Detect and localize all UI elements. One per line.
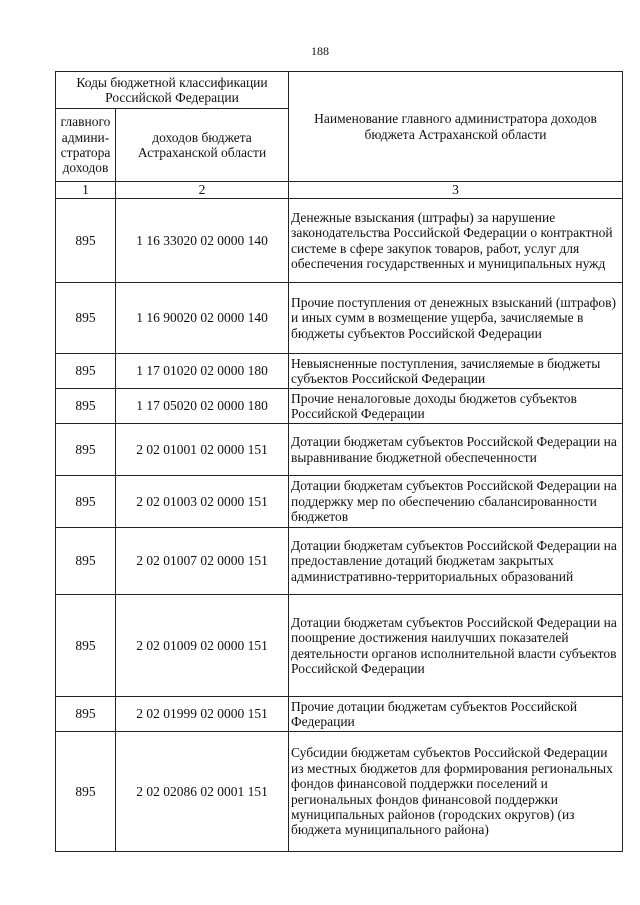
budget-code-cell: 1 17 01020 02 0000 180 bbox=[116, 354, 289, 389]
table-row bbox=[56, 424, 623, 476]
page-number: 188 bbox=[311, 44, 329, 58]
admin-code-cell: 895 bbox=[56, 389, 116, 424]
administrator-name-cell: Прочие дотации бюджетам субъектов Российской Федерации bbox=[289, 697, 623, 732]
budget-code-cell: 2 02 01009 02 0000 151 bbox=[116, 595, 289, 697]
admin-code-cell: 895 bbox=[56, 199, 116, 283]
budget-code-cell: 2 02 01003 02 0000 151 bbox=[116, 476, 289, 528]
administrator-name-cell: Денежные взыскания (штрафы) за нарушение законодательства Российской Федерации о контрактной системе в сфере закупок товаров, работ, услуг для обеспечения государственных и муниципальных нужд bbox=[289, 199, 623, 283]
budget-code-cell: 1 17 05020 02 0000 180 bbox=[116, 389, 289, 424]
table-row bbox=[56, 199, 623, 283]
administrator-name-cell: Дотации бюджетам субъектов Российской Федерации на поощрение достижения наилучших показателей деятельности органов исполнительной власти субъектов Российской Федерации bbox=[289, 595, 623, 697]
table-row bbox=[56, 528, 623, 595]
column-number-1: 1 bbox=[56, 182, 116, 199]
administrator-name-cell: Невыясненные поступления, зачисляемые в бюджеты субъектов Российской Федерации bbox=[289, 354, 623, 389]
income-column-header: доходов бюджета Астраханской области bbox=[116, 109, 289, 182]
table-row bbox=[56, 732, 623, 852]
admin-code-cell: 895 bbox=[56, 283, 116, 354]
admin-code-cell: 895 bbox=[56, 354, 116, 389]
column-number-2: 2 bbox=[116, 182, 289, 199]
header-row-numbers bbox=[56, 182, 623, 199]
administrator-name-cell: Прочие неналоговые доходы бюджетов субъектов Российской Федерации bbox=[289, 389, 623, 424]
administrator-name-cell: Субсидии бюджетам субъектов Российской Федерации из местных бюджетов для формирования региональных фондов финансовой поддержки поселений и региональных фондов финансовой поддержки муниципальных районов (городских округов) (из бюджета муниципального района) bbox=[289, 732, 623, 852]
budget-classification-table bbox=[55, 71, 623, 852]
table-row bbox=[56, 595, 623, 697]
table-row bbox=[56, 697, 623, 732]
budget-code-cell: 2 02 01001 02 0000 151 bbox=[116, 424, 289, 476]
admin-code-cell: 895 bbox=[56, 424, 116, 476]
administrator-name-cell: Прочие поступления от денежных взысканий (штрафов) и иных сумм в возмещение ущерба, зачисляемые в бюджеты субъектов Российской Федерации bbox=[289, 283, 623, 354]
budget-code-cell: 2 02 01999 02 0000 151 bbox=[116, 697, 289, 732]
header-row-group bbox=[56, 72, 623, 109]
administrator-name-cell: Дотации бюджетам субъектов Российской Федерации на поддержку мер по обеспечению сбалансированности бюджетов bbox=[289, 476, 623, 528]
admin-code-cell: 895 bbox=[56, 528, 116, 595]
budget-code-cell: 1 16 33020 02 0000 140 bbox=[116, 199, 289, 283]
codes-group-header: Коды бюджетной классификации Российской Федерации bbox=[56, 72, 289, 109]
table-row bbox=[56, 283, 623, 354]
administrator-name-cell: Дотации бюджетам субъектов Российской Федерации на выравнивание бюджетной обеспеченности bbox=[289, 424, 623, 476]
administrator-name-cell: Дотации бюджетам субъектов Российской Федерации на предоставление дотаций бюджетам закрытых административно-территориальных образований bbox=[289, 528, 623, 595]
table-row bbox=[56, 354, 623, 389]
admin-code-cell: 895 bbox=[56, 697, 116, 732]
name-column-header: Наименование главного администратора доходов бюджета Астраханской области bbox=[289, 72, 623, 182]
budget-code-cell: 1 16 90020 02 0000 140 bbox=[116, 283, 289, 354]
admin-code-cell: 895 bbox=[56, 595, 116, 697]
budget-code-cell: 2 02 01007 02 0000 151 bbox=[116, 528, 289, 595]
column-number-3: 3 bbox=[289, 182, 623, 199]
admin-column-header: главного админи-стратора доходов bbox=[56, 109, 116, 182]
table-row bbox=[56, 389, 623, 424]
admin-code-cell: 895 bbox=[56, 732, 116, 852]
admin-code-cell: 895 bbox=[56, 476, 116, 528]
table-body bbox=[56, 199, 623, 852]
table-row bbox=[56, 476, 623, 528]
budget-code-cell: 2 02 02086 02 0001 151 bbox=[116, 732, 289, 852]
